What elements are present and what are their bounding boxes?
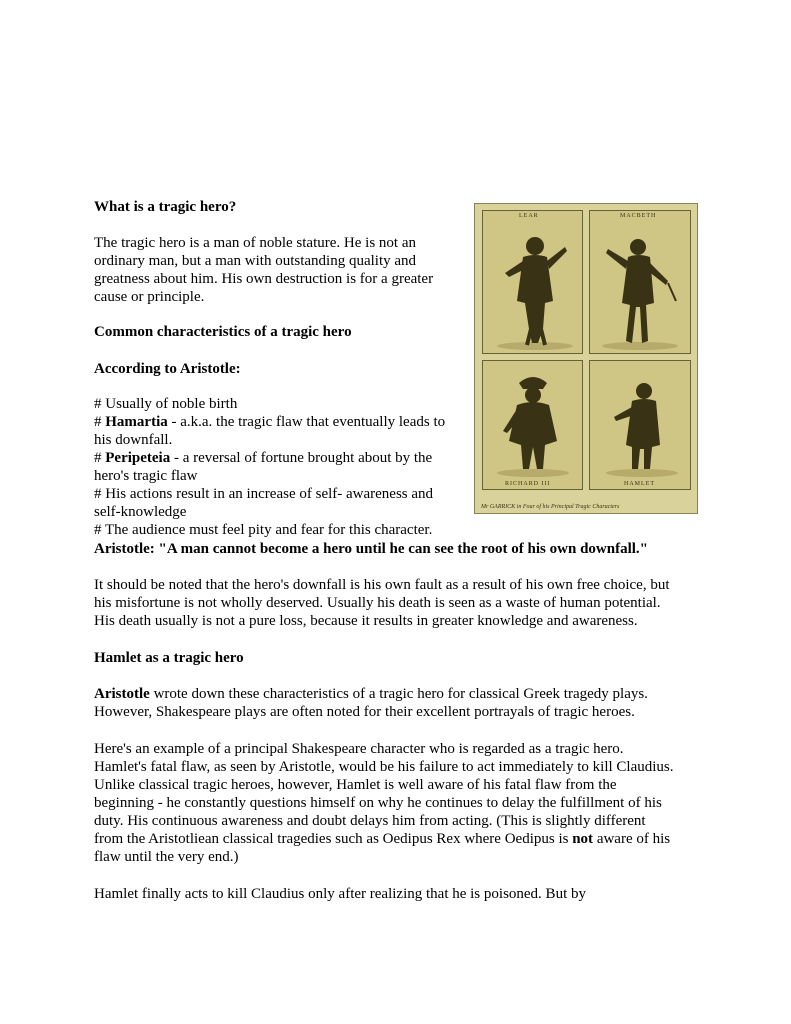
panel-macbeth: [589, 210, 691, 354]
figure-hamlet: [590, 361, 690, 479]
label-hamlet: HAMLET: [624, 481, 655, 487]
aristotle-quote: Aristotle: "A man cannot become a hero until he can see the root of his own downfall.": [94, 541, 648, 557]
para4-line-1: Hamlet finally acts to kill Claudius only after realizing that he is poisoned. But by: [94, 886, 586, 902]
list-line-6: # His actions result in an increase of self- awareness and: [94, 486, 434, 502]
figure-macbeth: [590, 211, 690, 353]
intro-line-3: greatness about him. His own destruction is for a greater: [94, 271, 434, 287]
intro-line-1: The tragic hero is a man of noble stature. He is not an: [94, 235, 416, 251]
hamartia-definition: - a.k.a. the tragic flaw that eventually leads to: [167, 414, 446, 430]
para3-line-6-b: aware of his: [593, 831, 671, 847]
para1-line-3: His death usually is not a pure loss, because it results in greater knowledge and awareness.: [94, 613, 638, 629]
panel-hamlet: [589, 360, 691, 490]
heading-hamlet-tragic-hero: Hamlet as a tragic hero: [94, 650, 244, 666]
para3-line-4: beginning - he constantly questions himself on why he continues to delay the fulfillment of his: [94, 795, 662, 811]
intro-line-2: ordinary man, but a man with outstanding quality and: [94, 253, 417, 269]
para3-line-3: Unlike classical tragic heroes, however, Hamlet is well aware of his fatal flaw from the: [94, 777, 617, 793]
list-line-1: # Usually of noble birth: [94, 396, 238, 412]
panel-richard: [482, 360, 583, 490]
peripeteia-definition: - a reversal of fortune brought about by the: [170, 450, 433, 466]
para2-line-1: [94, 685, 648, 703]
para3-line-7: flaw until the very end.): [94, 849, 239, 865]
para2-line-2: However, Shakespeare plays are often noted for their excellent portrayals of tragic heroes.: [94, 704, 635, 720]
figure-lear: [483, 211, 582, 353]
list-line-2: [94, 413, 445, 431]
para1-line-2: his misfortune is not wholly deserved. Usually his death is seen as a waste of human potential.: [94, 595, 661, 611]
label-richard: RICHARD III: [505, 481, 551, 487]
not-bold: not: [572, 831, 594, 847]
para3-line-1: Here's an example of a principal Shakespeare character who is regarded as a tragic hero.: [94, 741, 624, 757]
para3-line-2: Hamlet's fatal flaw, as seen by Aristotle, would be his failure to act immediately to kill Claudius.: [94, 759, 674, 775]
heading-common-characteristics: Common characteristics of a tragic hero: [94, 324, 352, 340]
para1-line-1: It should be noted that the hero's downfall is his own fault as a result of his own free choice, but: [94, 577, 670, 593]
para2-line-1-rest: wrote down these characteristics of a tragic hero for classical Greek tragedy plays.: [149, 686, 648, 702]
list-line-8: # The audience must feel pity and fear for this character.: [94, 522, 433, 538]
heading-what-is-tragic-hero: What is a tragic hero?: [94, 199, 237, 215]
list-hash: #: [94, 450, 106, 466]
engraving-caption: Mr GARRICK in Four of his Principal Tragic Characters: [481, 504, 620, 510]
para3-line-6: [94, 830, 670, 848]
list-line-7: self-knowledge: [94, 504, 187, 520]
term-hamartia: Hamartia: [105, 414, 168, 430]
list-line-3: his downfall.: [94, 432, 173, 448]
garrick-engraving-image: [474, 203, 698, 514]
para3-line-5: duty. His continuous awareness and doubt delays him from acting. (This is slightly different: [94, 813, 646, 829]
intro-line-4: cause or principle.: [94, 289, 205, 305]
aristotle-bold: Aristotle: [94, 686, 150, 702]
term-peripeteia: Peripeteia: [105, 450, 171, 466]
heading-according-to-aristotle: According to Aristotle:: [94, 361, 241, 377]
list-line-4: [94, 449, 432, 467]
list-hash: #: [94, 414, 106, 430]
label-macbeth: MACBETH: [620, 213, 657, 219]
figure-richard: [483, 361, 582, 479]
para3-line-6-a: from the Aristotliean classical tragedies such as Oedipus Rex where Oedipus is: [94, 831, 573, 847]
panel-lear: [482, 210, 583, 354]
list-line-5: hero's tragic flaw: [94, 468, 198, 484]
label-lear: LEAR: [519, 213, 539, 219]
